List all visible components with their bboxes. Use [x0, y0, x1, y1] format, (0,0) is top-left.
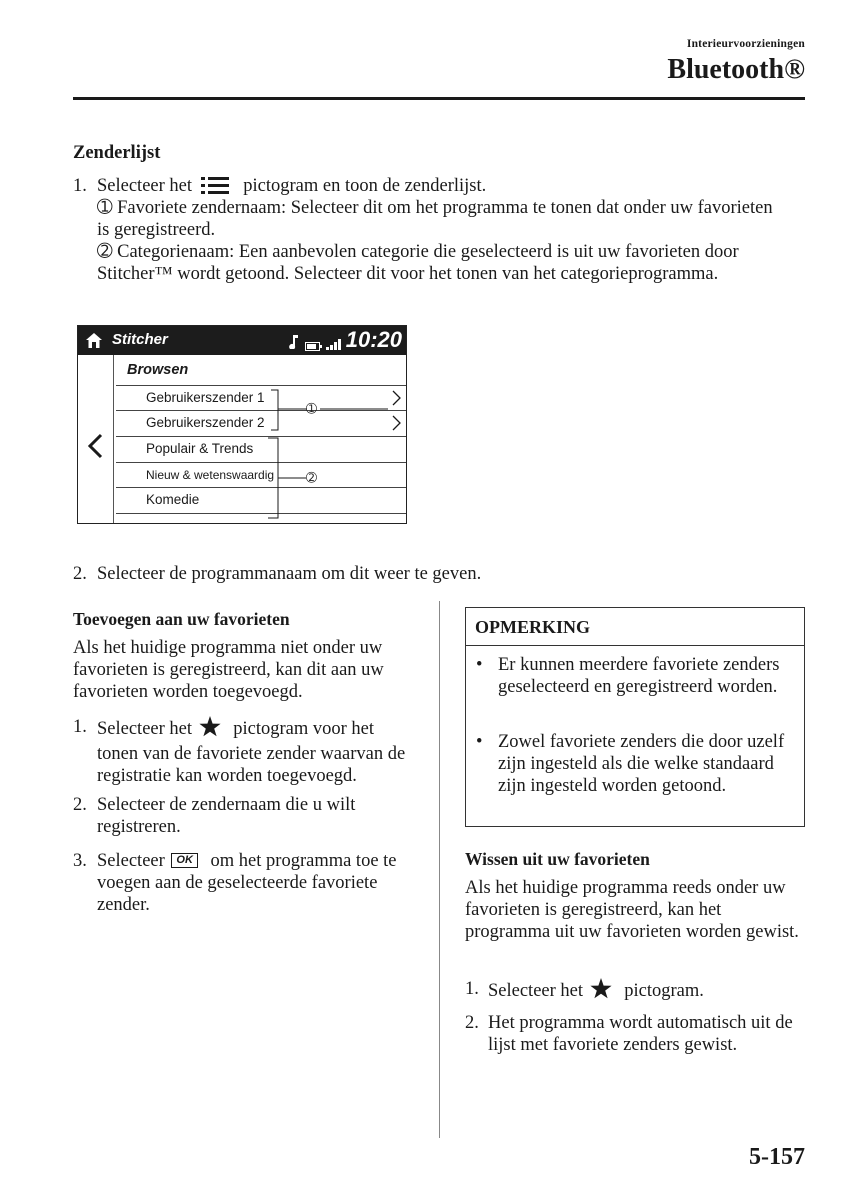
add-step-1: 1. Selecteer het pictogram voor het tonen van de favoriete zender waarvan de registratie kan worden toegevoegd.: [73, 717, 406, 786]
screen-time: 10:20: [345, 327, 402, 352]
note-header: OPMERKING: [466, 608, 804, 646]
remove-favorites-heading: Wissen uit uw favorieten: [465, 849, 650, 869]
remove-step-1: 1. Selecteer het pictogram.: [465, 978, 805, 1005]
remove-step-2: 2. Het programma wordt automatisch uit de lijst met favoriete zenders gewist.: [465, 1013, 793, 1055]
list-item[interactable]: Nieuw & wetenswaardig: [116, 462, 406, 488]
list-item[interactable]: Gebruikerszender 1: [116, 385, 406, 411]
page-title: Bluetooth®: [667, 54, 805, 85]
item-category-name: ➁ Categorienaam: Een aanbevolen categorie die geselecteerd is uit uw favorieten door Stitcher™ wordt getoond. Selecteer dit voor het tonen van het categorieprogramma.: [97, 242, 739, 284]
section-label: Interieurvoorzieningen: [686, 38, 805, 50]
add-step-3: 3. Selecteer OK om het programma toe te voegen aan de geselecteerde favoriete zender.: [73, 851, 397, 915]
zenderlijst-heading: Zenderlijst: [73, 143, 161, 163]
stitcher-screen: [77, 325, 407, 524]
step-text-before: Selecteer het: [97, 176, 193, 196]
zenderlijst-step-2: 2. Selecteer de programmanaam om dit weer te geven.: [73, 564, 482, 584]
list-item[interactable]: Gebruikerszender 2: [116, 410, 406, 436]
screen-section-title: Browsen: [127, 362, 189, 378]
add-step-2: 2. Selecteer de zendernaam die u wilt registreren.: [73, 795, 356, 837]
callout-1: ➀: [306, 401, 317, 416]
callout-2: ➁: [306, 470, 317, 485]
column-divider: [439, 601, 440, 1138]
star-icon: [590, 978, 612, 1005]
screen-app-title: Stitcher: [112, 331, 168, 348]
star-icon: [199, 716, 221, 743]
add-favorites-heading: Toevoegen aan uw favorieten: [73, 609, 290, 629]
page-number: 5-157: [749, 1144, 805, 1170]
note-box: [465, 607, 805, 827]
note-bullet: • Zowel favoriete zenders die door uzelf zijn ingesteld als die welke standaard zijn ingesteld worden getoond.: [476, 732, 785, 796]
note-bullet: • Er kunnen meerdere favoriete zenders geselecteerd en geregistreerd worden.: [476, 655, 780, 697]
remove-favorites-intro: Als het huidige programma reeds onder uw favorieten is geregistreerd, kan het programma uit uw favorieten worden gewist.: [465, 878, 799, 942]
ok-button-icon: OK: [171, 853, 198, 868]
header-rule: [73, 97, 805, 100]
add-favorites-intro: Als het huidige programma niet onder uw favorieten is geregistreerd, kan dit aan uw favorieten worden toegevoegd.: [73, 638, 384, 702]
item-favorite-name: ➀ Favoriete zendernaam: Selecteer dit om het programma te tonen dat onder uw favorieten is geregistreerd.: [97, 198, 773, 240]
list-item[interactable]: Komedie: [116, 487, 406, 513]
callout-brackets: [78, 326, 406, 523]
list-item[interactable]: Populair & Trends: [116, 436, 406, 462]
step-text-after: pictogram en toon de zenderlijst.: [243, 176, 487, 196]
step-number: 1.: [73, 176, 87, 196]
